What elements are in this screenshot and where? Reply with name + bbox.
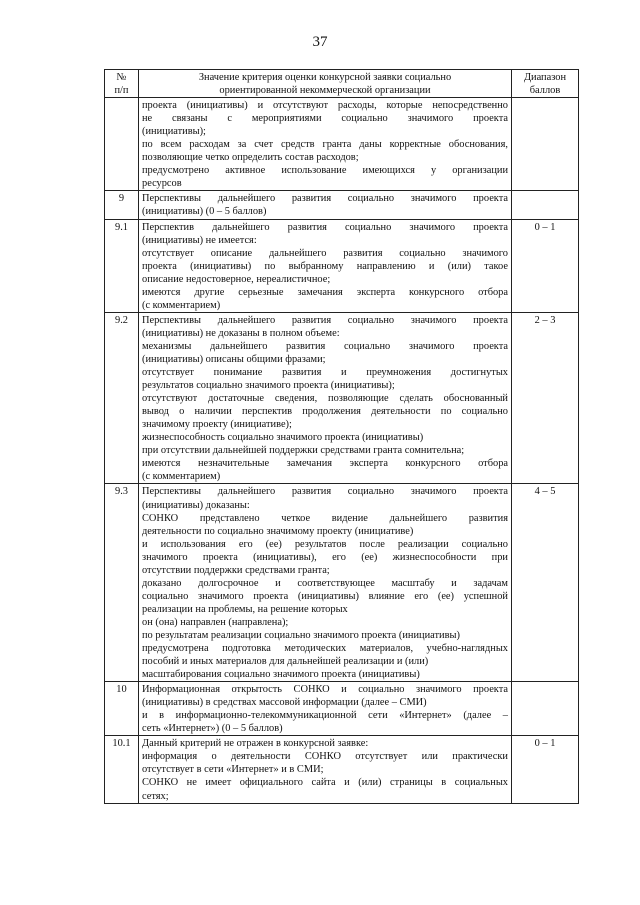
criterion-line: по результатам реализации социально значимого проекта (инициативы) bbox=[142, 629, 460, 641]
criterion-line: отсутствуют достаточные сведения, позволяющие сделать обоснованный bbox=[142, 393, 508, 405]
criterion-line: сетях; bbox=[142, 790, 169, 802]
criterion-line: Информационная открытость СОНКО и социально значимого проекта bbox=[142, 684, 508, 696]
criterion-line: позволяющие четко определить состав расходов; bbox=[142, 152, 359, 164]
criterion-line: Перспективы дальнейшего развития социально значимого проекта bbox=[142, 486, 508, 498]
criterion-line: (с комментарием) bbox=[142, 299, 221, 311]
criterion-line: проекта (инициативы) и отсутствуют расходы, которые непосредственно bbox=[142, 100, 508, 112]
criterion-line: реализации на проблемы, на решение которых bbox=[142, 603, 348, 615]
criterion-line: (с комментарием) bbox=[142, 471, 221, 483]
criterion-line: имеются другие серьезные замечания эксперта конкурсного отбора bbox=[142, 286, 508, 298]
table-row bbox=[105, 484, 579, 682]
header-criterion-line: Значение критерия оценки конкурсной заявки социально bbox=[198, 72, 452, 83]
criterion-line: Перспектив дальнейшего развития социально значимого проекта bbox=[142, 221, 508, 233]
criterion-line: и использования его (ее) результатов после реализации социально bbox=[142, 538, 508, 550]
criteria-table bbox=[104, 69, 579, 804]
criterion-line: пособий и иных материалов для дальнейшей реализации и (или) bbox=[142, 656, 429, 668]
header-criterion bbox=[139, 70, 512, 98]
criterion-line: при отсутствии дальнейшей поддержки средствами гранта сомнительна; bbox=[142, 445, 465, 457]
score-range bbox=[512, 682, 579, 736]
criterion-line: доказано долгосрочное и соответствующее масштабу и задачам bbox=[142, 577, 508, 589]
criterion-line: социально значимого проекта (инициативы) влияние его (ее) успешной bbox=[142, 590, 508, 602]
criterion-text bbox=[139, 98, 512, 191]
criterion-line: (инициативы) доказаны: bbox=[142, 499, 250, 511]
header-number bbox=[105, 70, 139, 98]
criterion-line: СОНКО не имеет официального сайта и (или) страницы в социальных bbox=[142, 777, 508, 789]
score-range: 4 – 5 bbox=[512, 484, 579, 682]
criterion-line: значимому проекту (инициативе); bbox=[142, 419, 292, 431]
criterion-line: информация о деятельности СОНКО отсутствует или практически bbox=[142, 751, 508, 763]
score-range: 0 – 1 bbox=[512, 736, 579, 803]
criterion-line: отсутствии поддержки средствами гранта; bbox=[142, 564, 330, 576]
criterion-text bbox=[139, 219, 512, 312]
criterion-line: отсутствует описание дальнейшего развития социально значимого bbox=[142, 247, 508, 259]
header-range-line: Диапазон bbox=[523, 72, 567, 83]
row-number: 9.3 bbox=[105, 484, 139, 682]
criterion-line: жизнеспособность социально значимого проекта (инициативы) bbox=[142, 432, 424, 444]
row-number: 9 bbox=[105, 191, 139, 219]
criterion-text bbox=[139, 736, 512, 803]
criterion-line: отсутствует в сети «Интернет» и в СМИ; bbox=[142, 764, 324, 776]
criterion-line: Перспективы дальнейшего развития социально значимого проекта bbox=[142, 314, 508, 326]
criterion-line: (инициативы) в средствах массовой информации (далее – СМИ) bbox=[142, 697, 427, 709]
score-range bbox=[512, 98, 579, 191]
score-range: 2 – 3 bbox=[512, 312, 579, 484]
table-row bbox=[105, 98, 579, 191]
criterion-line: СОНКО представлено четкое видение дальнейшего развития bbox=[142, 512, 508, 524]
header-range bbox=[512, 70, 579, 98]
criterion-line: значимого проекта (инициативы), его (ее) жизнеспособности при bbox=[142, 551, 508, 563]
criterion-line: (инициативы) не имеется: bbox=[142, 234, 257, 246]
table-row bbox=[105, 219, 579, 312]
row-number: 10 bbox=[105, 682, 139, 736]
criterion-line: по всем расходам за счет средств гранта даны корректные обоснования, bbox=[142, 139, 508, 151]
score-range: 0 – 1 bbox=[512, 219, 579, 312]
table-header-row bbox=[105, 70, 579, 98]
table-row bbox=[105, 312, 579, 484]
criterion-text bbox=[139, 312, 512, 484]
header-range-line: баллов bbox=[529, 85, 561, 97]
criterion-line: Данный критерий не отражен в конкурсной заявке: bbox=[142, 738, 369, 750]
criterion-line: (инициативы); bbox=[142, 126, 206, 138]
criterion-line: (инициативы) описаны общими фразами; bbox=[142, 353, 326, 365]
row-number: 9.1 bbox=[105, 219, 139, 312]
criterion-line: сеть «Интернет») (0 – 5 баллов) bbox=[142, 723, 283, 735]
table-row bbox=[105, 682, 579, 736]
criterion-line: вывод о наличии перспектив продолжения деятельности по социально bbox=[142, 406, 508, 418]
header-criterion-line: ориентированной некоммерческой организации bbox=[219, 85, 431, 97]
criterion-line: он (она) направлен (направлена); bbox=[142, 616, 289, 628]
criterion-line: ресурсов bbox=[142, 178, 182, 190]
row-number bbox=[105, 98, 139, 191]
criterion-line: результатов социально значимого проекта (инициативы); bbox=[142, 380, 395, 392]
criterion-line: (инициативы) (0 – 5 баллов) bbox=[142, 206, 267, 218]
criterion-line: (инициативы) не доказаны в полном объеме: bbox=[142, 327, 340, 339]
criterion-line: предусмотрена подготовка методических материалов, учебно-наглядных bbox=[142, 643, 508, 655]
criterion-line: и в информационно-телекоммуникационной сети «Интернет» (далее – bbox=[142, 710, 508, 722]
criterion-line: не связаны с мероприятиями социально значимого проекта bbox=[142, 113, 508, 125]
row-number: 10.1 bbox=[105, 736, 139, 803]
score-range bbox=[512, 191, 579, 219]
table-row bbox=[105, 736, 579, 803]
criterion-line: имеются незначительные замечания эксперта конкурсного отбора bbox=[142, 458, 508, 470]
page-number: 37 bbox=[312, 34, 328, 50]
criterion-line: отсутствует понимание развития и преумножения достигнутых bbox=[142, 367, 508, 379]
criterion-text bbox=[139, 682, 512, 736]
row-number: 9.2 bbox=[105, 312, 139, 484]
header-number-line: № bbox=[116, 72, 127, 83]
criterion-line: масштабирования социально значимого проекта (инициативы) bbox=[142, 669, 420, 681]
criterion-line: описание недостоверное, нереалистичное; bbox=[142, 273, 331, 285]
criterion-line: предусмотрено активное использование имеющихся у организации bbox=[142, 165, 508, 177]
criterion-line: деятельности по социально значимому проекту (инициативе) bbox=[142, 525, 414, 537]
criterion-text bbox=[139, 191, 512, 219]
criterion-line: механизмы дальнейшего развития социально значимого проекта bbox=[142, 340, 508, 352]
header-number-line: п/п bbox=[114, 85, 129, 97]
criterion-line: Перспективы дальнейшего развития социально значимого проекта bbox=[142, 193, 508, 205]
criterion-text bbox=[139, 484, 512, 682]
criterion-line: проекта (инициативы) по выбранному направлению и (или) такое bbox=[142, 260, 508, 272]
table-row bbox=[105, 191, 579, 219]
